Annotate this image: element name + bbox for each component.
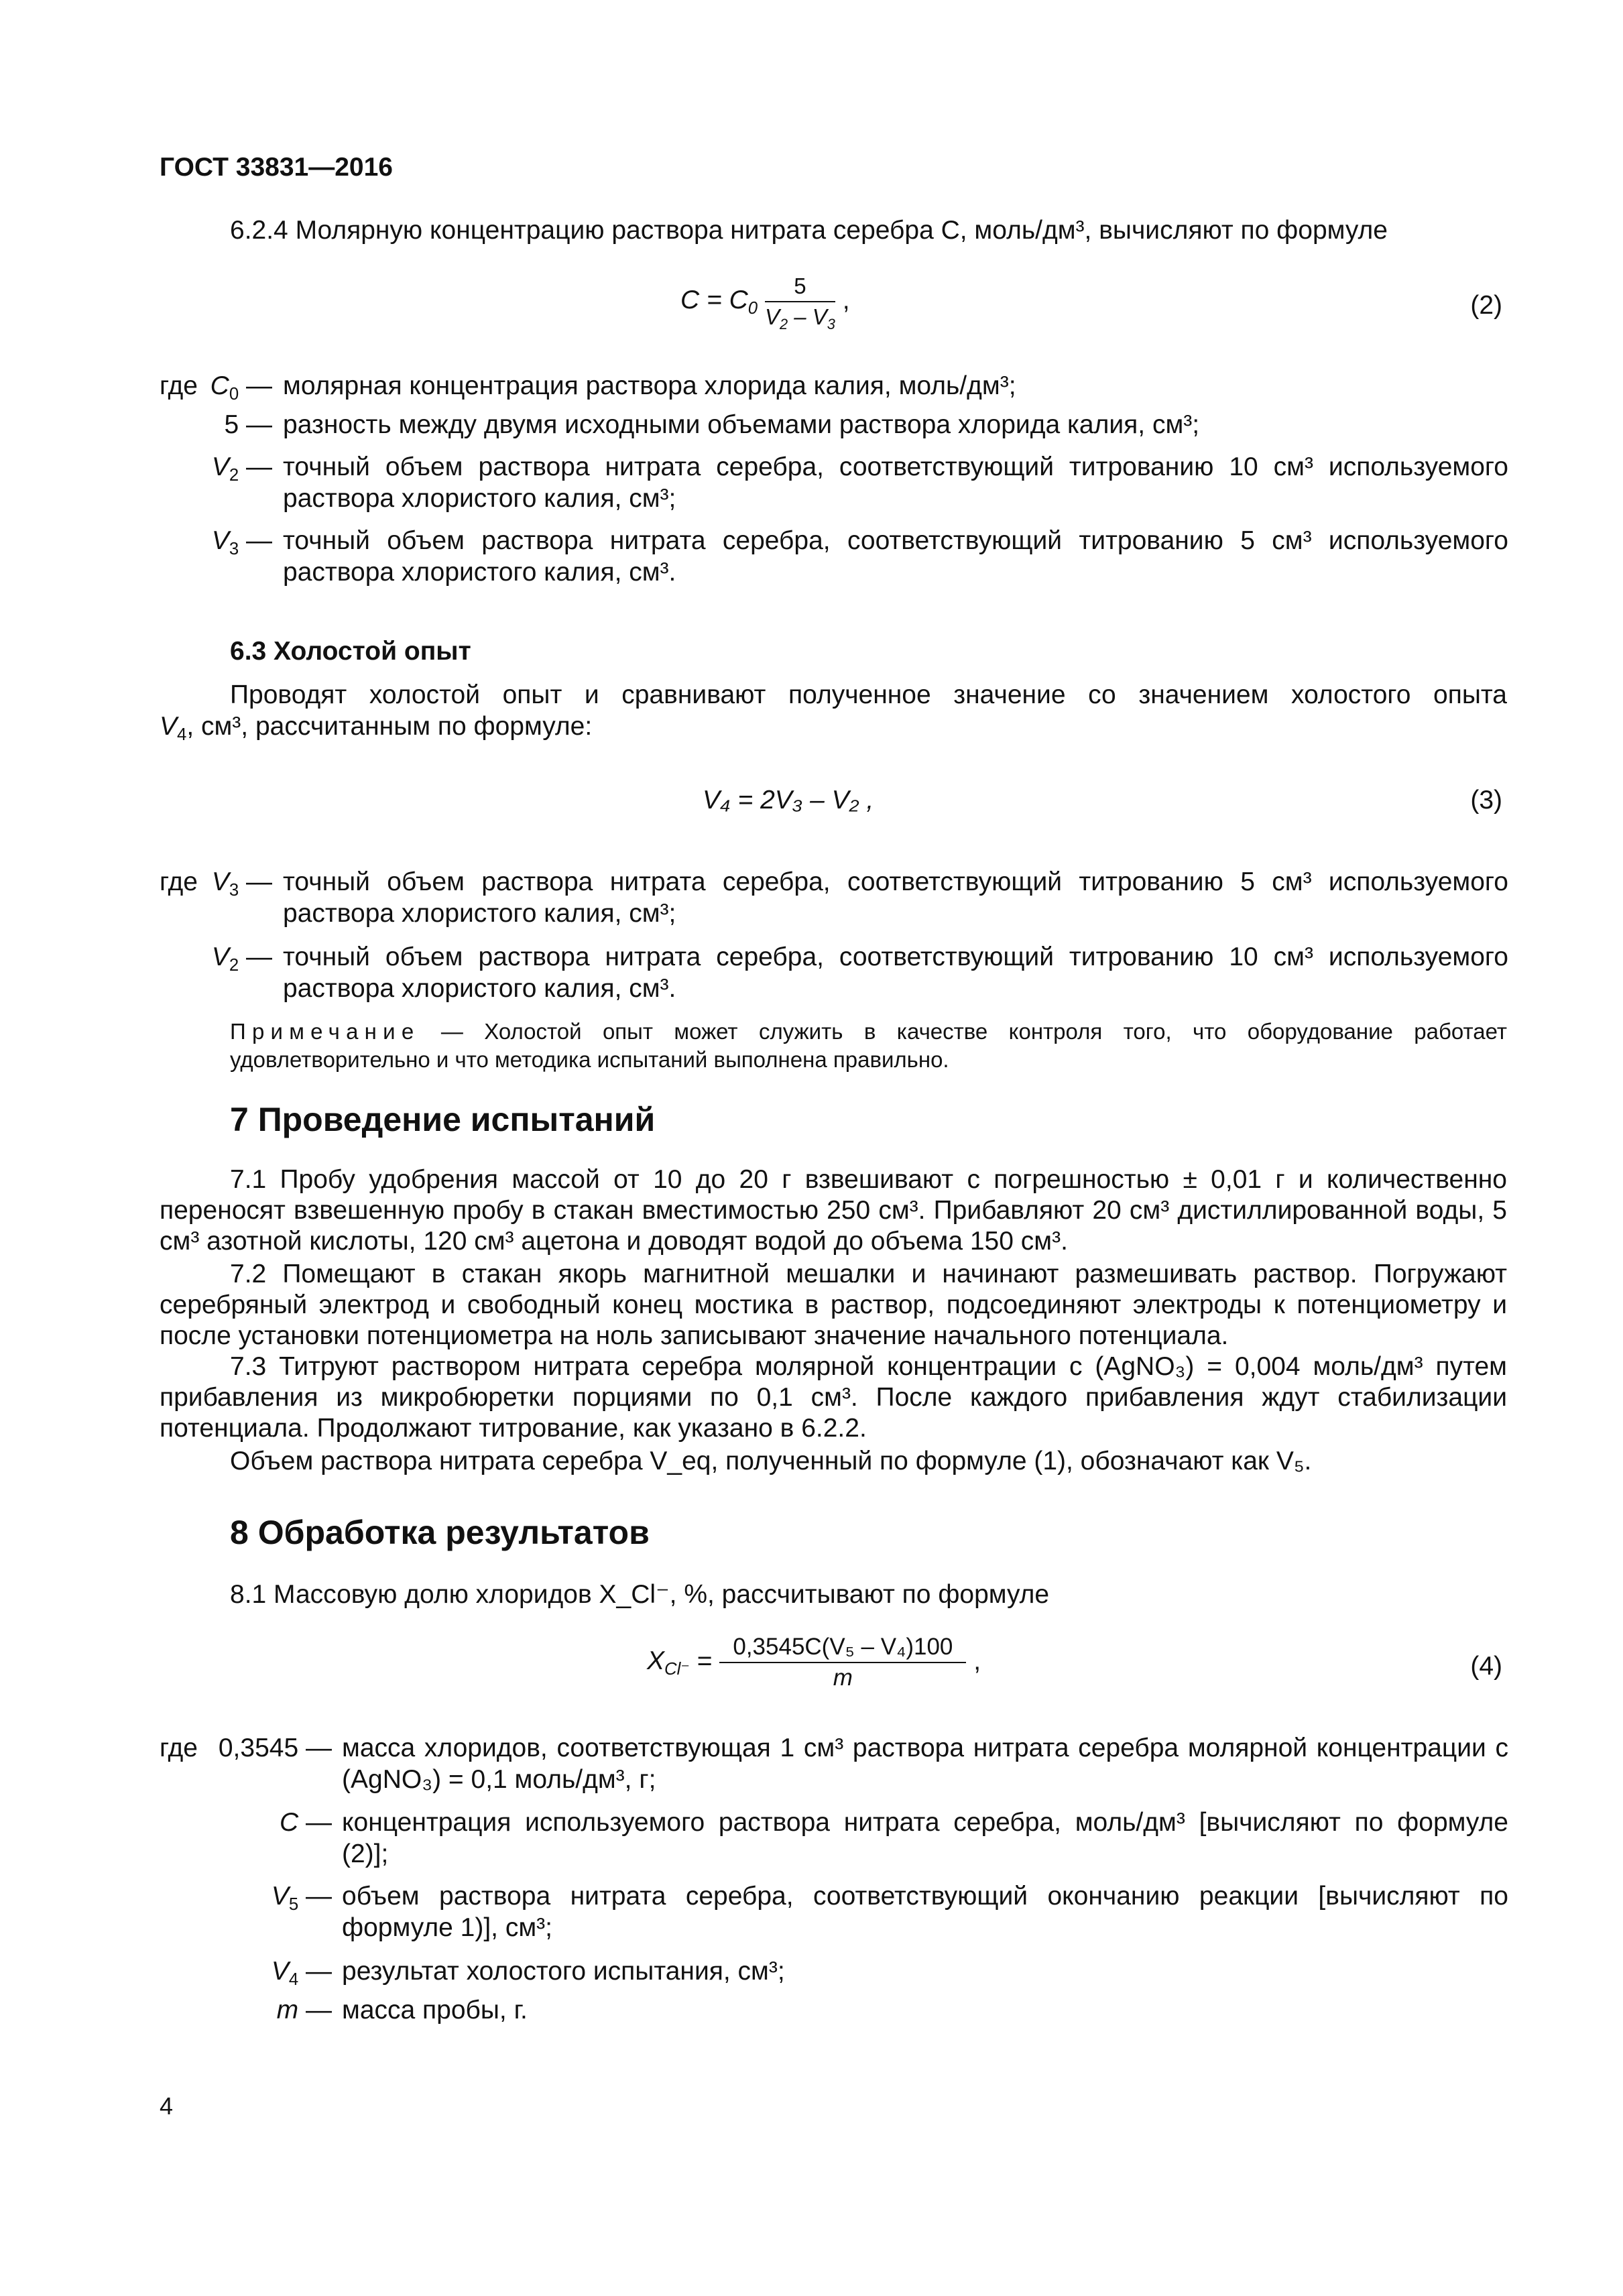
formula-4: $X_{Cl^-}$ = $\frac{\text{0,3545C(V₅ – V₄)100}}{m}$ ,: [647, 1632, 981, 1693]
definition-text: точный объем раствора нитрата серебра, соответствующий титрованию 10 см³ используемого раствора хлористого калия, см³;: [283, 452, 1508, 513]
formula-4-fraction: [719, 1632, 966, 1693]
definition-text: разность между двумя исходными объемами раствора хлорида калия, см³;: [283, 410, 1200, 439]
definition-symbol: 5 —: [224, 410, 272, 439]
page-number: 4: [160, 2092, 174, 2120]
definition-symbol: $V_2$ —: [211, 452, 272, 485]
paragraph-7-2: 7.2 Помещают в стакан якорь магнитной мешалки и начинают размешивать раствор. Погружают серебряный электрод и свободный конец мостика в раствор, подсоединяют электроды к потенциометру и после установки потенциометра на ноль записывают значение начального потенциала.: [160, 1260, 1507, 1350]
definition-item: [160, 525, 1508, 588]
definition-item: [160, 1994, 1508, 2026]
definition-text: масса хлоридов, соответствующая 1 см³ раствора нитрата серебра молярной концентрации c (AgNO₃) = 0,1 моль/дм³, г;: [342, 1734, 1508, 1794]
definition-text: точный объем раствора нитрата серебра, соответствующий титрованию 10 см³ используемого раствора хлористого калия, см³.: [283, 943, 1508, 1003]
definition-item: [160, 451, 1508, 514]
formula-4-denominator: m: [833, 1665, 853, 1691]
where-label: где: [160, 371, 198, 400]
definition-item: [160, 1955, 1508, 1987]
definition-symbol: $V_4$ —: [271, 1957, 332, 1989]
equation-number-3: (3): [1470, 786, 1502, 814]
definition-symbol: $C_0$ —: [210, 371, 272, 404]
equation-number-2: (2): [1470, 291, 1502, 320]
definition-symbol: $V_3$ —: [211, 526, 272, 558]
formula-3: V₄ = 2V₃ – V₂ ,: [703, 786, 874, 814]
paragraph-7-3-volume: Объем раствора нитрата серебра V_eq, полученный по формуле (1), обозначают как V₅.: [230, 1447, 1312, 1475]
definition-symbol: $V_3$ —: [211, 867, 272, 900]
definition-symbol: $V_5$ —: [271, 1882, 332, 1914]
note-label: Примечание: [230, 1019, 420, 1044]
definition-text: объем раствора нитрата серебра, соответствующий окончанию реакции [вычисляют по формуле 1)], см³;: [342, 1882, 1508, 1942]
definition-item: [160, 866, 1508, 929]
formula-4-left: $X_{Cl^-}$: [647, 1646, 690, 1679]
equation-number-4: (4): [1470, 1652, 1502, 1681]
paragraph-7-3: 7.3 Титруют раствором нитрата серебра молярной концентрации c (AgNO₃) = 0,004 моль/дм³ путем прибавления из микробюретки порциями по 0,1 см³. После каждого прибавления ждут стабилизации потенциала. Продолжают титрование, как указано в 6.2.2.: [160, 1352, 1507, 1443]
definition-item: [160, 941, 1508, 1004]
document-header: ГОСТ 33831—2016: [160, 153, 393, 182]
note-6-3: [230, 1018, 1507, 1074]
section-heading-8: 8 Обработка результатов: [230, 1514, 650, 1551]
formula-2-fraction: [765, 271, 835, 332]
formula-2: [680, 271, 850, 332]
definition-text: точный объем раствора нитрата серебра, соответствующий титрованию 5 см³ используемого раствора хлористого калия, см³;: [283, 867, 1508, 928]
definition-text: результат холостого испытания, см³;: [342, 1957, 785, 1986]
formula-2-left: $C = C_0$: [680, 286, 758, 318]
definition-symbol: m —: [276, 1996, 332, 2025]
paragraph-6-2-4: 6.2.4 Молярную концентрацию раствора нитрата серебра C, моль/дм³, вычисляют по формуле: [230, 216, 1388, 245]
formula-4-comma: ,: [973, 1646, 981, 1676]
formula-2-comma: ,: [842, 286, 850, 315]
note-text: — Холостой опыт может служить в качестве контроля того, что оборудование работает удовлетворительно и что методика испытаний выполнена правильно.: [230, 1019, 1507, 1072]
definition-item: [160, 370, 1508, 402]
definition-item: [160, 1732, 1508, 1795]
definition-item: [160, 1880, 1508, 1943]
where-label: где: [160, 1734, 198, 1762]
paragraph-6-3-line2: $V_4$, см³, рассчитанным по формуле:: [160, 712, 593, 744]
definition-item: [160, 409, 1508, 440]
formula-2-numerator: 5: [765, 271, 835, 302]
definition-item: [160, 1807, 1508, 1870]
section-heading-7: 7 Проведение испытаний: [230, 1101, 656, 1138]
definition-text: концентрация используемого раствора нитрата серебра, моль/дм³ [вычисляют по формуле (2)];: [342, 1808, 1508, 1868]
where-label: где: [160, 867, 198, 896]
formula-2-denominator: $V_2 - V_3$: [764, 304, 835, 333]
definition-text: масса пробы, г.: [342, 1996, 528, 2025]
paragraph-7-1: 7.1 Пробу удобрения массой от 10 до 20 г взвешивают с погрешностью ± 0,01 г и количественно переносят взвешенную пробу в стакан вместимостью 250 см³. Прибавляют 20 см³ дистиллированной воды, 5 см³ азотной кислоты, 120 см³ ацетона и доводят водой до объема 150 см³.: [160, 1165, 1507, 1256]
definition-text: молярная концентрация раствора хлорида калия, моль/дм³;: [283, 371, 1016, 400]
paragraph-6-3-line1: Проводят холостой опыт и сравнивают полученное значение со значением холостого опыта: [230, 680, 1507, 709]
section-heading-6-3: 6.3 Холостой опыт: [230, 637, 471, 666]
definition-symbol: C —: [279, 1808, 332, 1837]
definition-symbol: 0,3545 —: [218, 1734, 332, 1762]
definition-text: точный объем раствора нитрата серебра, соответствующий титрованию 5 см³ используемого раствора хлористого калия, см³.: [283, 526, 1508, 587]
formula-4-numerator: 0,3545C(V₅ – V₄)100: [719, 1632, 966, 1663]
definition-symbol: $V_2$ —: [211, 943, 272, 975]
paragraph-8-1: 8.1 Массовую долю хлоридов X_Cl⁻, %, рассчитывают по формуле: [230, 1580, 1050, 1609]
